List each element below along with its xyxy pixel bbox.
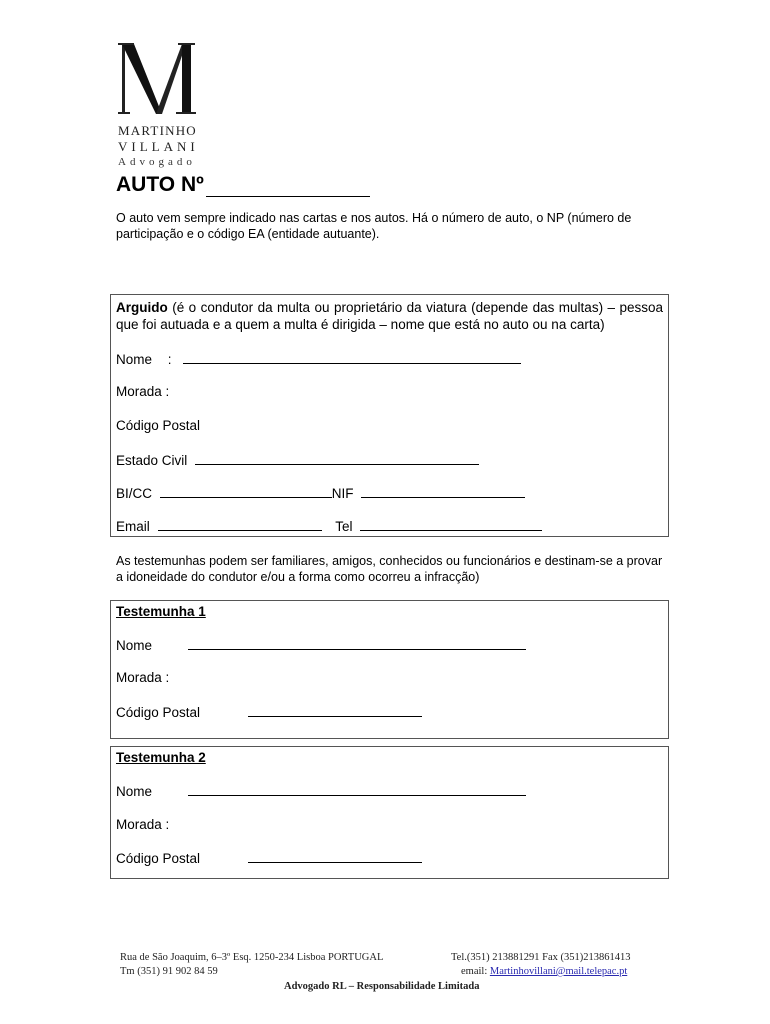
testemunha2-morada-label: Morada : [116, 817, 170, 832]
arguido-morada-label: Morada : [116, 384, 170, 399]
arguido-codigo-postal-label: Código Postal [116, 418, 201, 433]
arguido-tel-field[interactable] [360, 518, 542, 531]
testemunha1-morada-label: Morada : [116, 670, 170, 685]
testemunha1-nome-row [116, 637, 526, 653]
footer-email-link[interactable]: Martinhovillani@mail.telepac.pt [489, 966, 628, 977]
footer-tel-fax: Tel.(351) 213881291 Fax (351)213861413 [451, 952, 631, 963]
footer-email-row [461, 966, 627, 977]
testemunha2-nome-row [116, 783, 526, 799]
arguido-nome-colon: : [167, 352, 172, 367]
arguido-bicc-field[interactable] [160, 485, 332, 498]
testemunha1-nome-field[interactable] [188, 637, 526, 650]
arguido-bicc-label: BI/CC [116, 486, 153, 501]
logo-name-line1: MARTINHO [118, 123, 197, 138]
testemunha2-title: Testemunha 2 [116, 750, 206, 765]
testemunha2-codigo-postal-label: Código Postal [116, 851, 201, 866]
auto-number-heading [116, 173, 370, 197]
footer-address: Rua de São Joaquim, 6–3º Esq. 1250-234 Lisboa PORTUGAL [120, 952, 384, 963]
auto-title: AUTO Nº [116, 173, 204, 196]
arguido-email-field[interactable] [158, 518, 322, 531]
arguido-estado-civil-label: Estado Civil [116, 453, 188, 468]
testemunha2-nome-field[interactable] [188, 783, 526, 796]
arguido-estado-civil-field[interactable] [195, 452, 479, 465]
testemunha1-codigo-postal-row [116, 704, 422, 720]
logo-monogram [118, 40, 198, 118]
testemunha1-codigo-postal-field[interactable] [248, 704, 422, 717]
arguido-bicc-nif-row [116, 485, 525, 501]
arguido-nif-label: NIF [331, 486, 354, 501]
arguido-intro [116, 299, 663, 333]
auto-number-blank[interactable] [206, 176, 370, 197]
arguido-description: (é o condutor da multa ou proprietário da viatura (depende das multas) – pessoa que foi autuada e a quem a multa é dirigida – nome que está no auto ou na carta) [116, 300, 663, 332]
arguido-estado-civil-row [116, 452, 479, 468]
arguido-heading: Arguido [116, 300, 168, 315]
arguido-nome-field[interactable] [183, 351, 521, 364]
testemunha1-codigo-postal-label: Código Postal [116, 705, 201, 720]
logo-subtitle: Advogado [118, 156, 196, 168]
testemunha2-nome-label: Nome [116, 784, 153, 799]
testemunhas-note: As testemunhas podem ser familiares, amigos, conhecidos ou funcionários e destinam-se a provar a idoneidade do condutor e/ou a forma como ocorreu a infracção) [116, 554, 663, 584]
arguido-nome-row [116, 351, 521, 367]
auto-description: O auto vem sempre indicado nas cartas e nos autos. Há o número de auto, o NP (número de participação e o código EA (entidade autuante). [116, 211, 632, 241]
footer-company: Advogado RL – Responsabilidade Limitada [284, 981, 480, 992]
testemunha1-title: Testemunha 1 [116, 604, 206, 619]
testemunha2-codigo-postal-field[interactable] [248, 850, 422, 863]
testemunha1-nome-label: Nome [116, 638, 153, 653]
testemunha2-codigo-postal-row [116, 850, 422, 866]
footer-email-label: email: [461, 966, 488, 977]
arguido-email-tel-row [116, 518, 542, 534]
footer-mobile: Tm (351) 91 902 84 59 [120, 966, 218, 977]
arguido-email-label: Email [116, 519, 150, 534]
logo-name-line2: VILLANI [118, 139, 199, 154]
arguido-nome-label: Nome [116, 352, 153, 367]
arguido-nif-field[interactable] [361, 485, 525, 498]
arguido-tel-label: Tel [335, 519, 353, 534]
